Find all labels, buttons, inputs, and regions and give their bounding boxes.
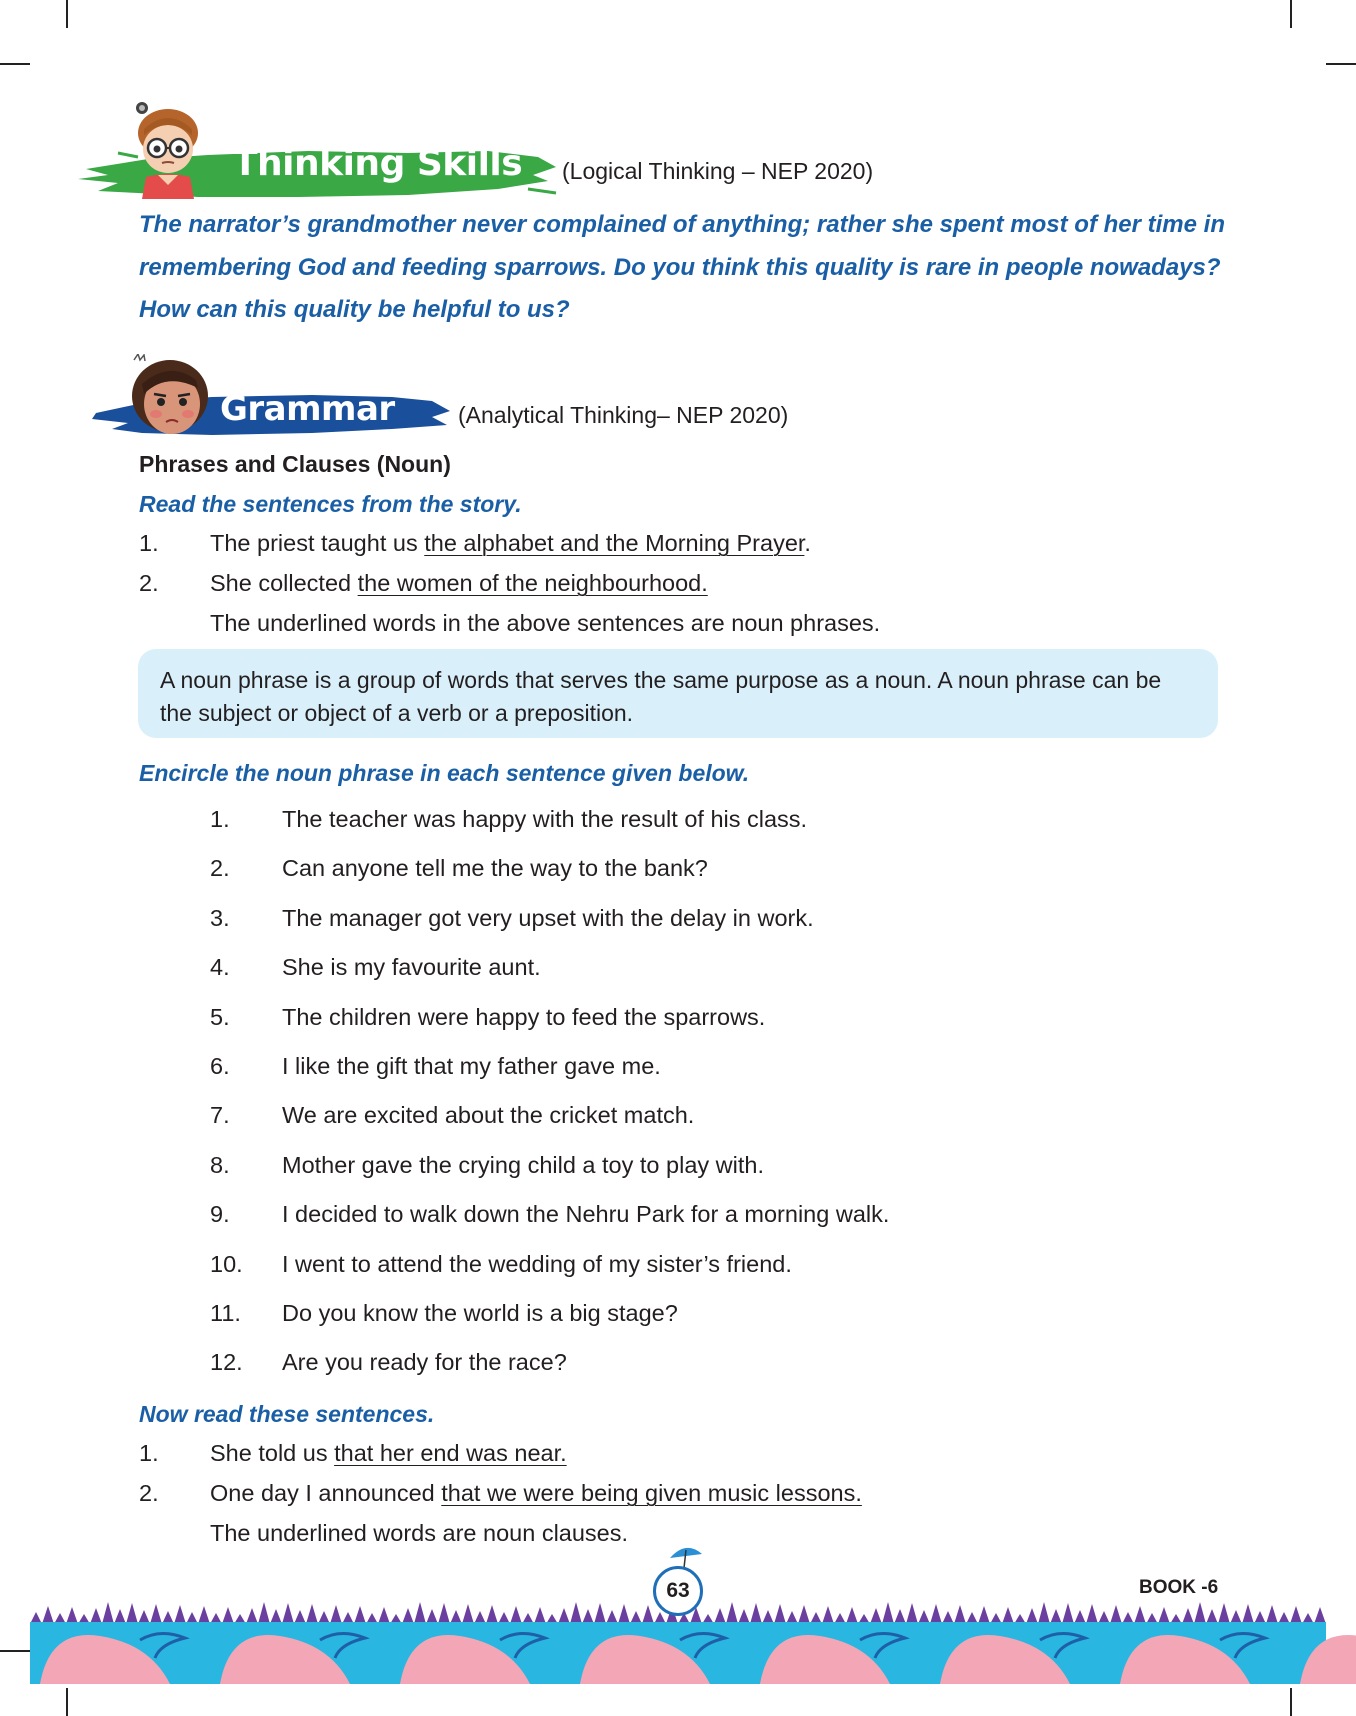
tree-shape — [846, 1607, 858, 1624]
exercise-sentence: The children were happy to feed the sparrows. — [282, 1003, 766, 1030]
tree-shape — [570, 1602, 582, 1624]
tree-shape — [558, 1608, 570, 1624]
tree-shape — [1038, 1602, 1050, 1624]
tree-shape — [1002, 1607, 1014, 1624]
tree-shape — [270, 1609, 282, 1624]
exercise-sentence: Mother gave the crying child a toy to play with. — [282, 1151, 764, 1178]
exercise-sentence: I like the gift that my father gave me. — [282, 1053, 661, 1079]
tree-shape — [1062, 1603, 1074, 1624]
tree-shape — [906, 1603, 918, 1624]
tree-shape — [90, 1608, 102, 1624]
tree-shape — [1194, 1602, 1206, 1624]
item-number: 8. — [210, 1151, 230, 1178]
grammar-title: Grammar — [220, 389, 395, 429]
tree-shape — [1134, 1606, 1146, 1624]
item-number: 2. — [139, 1480, 159, 1506]
tree-shape — [1026, 1608, 1038, 1624]
tree-shape — [438, 1603, 450, 1624]
exercise-sentence: She is my favourite aunt. — [282, 954, 541, 981]
exercise-sentence: The teacher was happy with the result of his class. — [282, 806, 808, 832]
tree-shape — [198, 1606, 210, 1624]
tree-shape — [894, 1609, 906, 1624]
tree-shape — [282, 1603, 294, 1624]
tree-shape — [1314, 1607, 1326, 1624]
clause-text: She told us that her end was near. — [210, 1440, 567, 1466]
tree-shape — [1230, 1610, 1242, 1624]
item-number: 4. — [210, 954, 230, 981]
tree-shape — [462, 1604, 474, 1624]
thinking-skills-note: (Logical Thinking – NEP 2020) — [562, 158, 874, 184]
item-number: 2. — [210, 855, 230, 882]
tree-shape — [534, 1607, 546, 1624]
example-text: The priest taught us the alphabet and the Morning Prayer. — [210, 530, 811, 556]
exercise-sentence: Can anyone tell me the way to the bank? — [282, 855, 708, 882]
exercise-sentence: Are you ready for the race? — [282, 1349, 567, 1376]
tree-shape — [1266, 1605, 1278, 1624]
underlined-clause: that her end was near. — [334, 1440, 567, 1466]
tree-shape — [726, 1602, 738, 1624]
tree-shape — [594, 1603, 606, 1624]
crop-mark — [0, 63, 30, 65]
item-number: 1. — [139, 530, 159, 556]
crop-mark — [66, 0, 68, 28]
tree-shape — [738, 1609, 750, 1624]
tree-shape — [978, 1606, 990, 1624]
underlined-clause: that we were being given music lessons. — [441, 1480, 862, 1506]
tree-shape — [582, 1609, 594, 1624]
exercise-sentence: The manager got very upset with the delay in work. — [282, 904, 814, 931]
exercise-sentence: We are excited about the cricket match. — [282, 1102, 695, 1129]
tree-shape — [642, 1605, 654, 1624]
tree-shape — [246, 1608, 258, 1624]
item-number: 11. — [210, 1300, 241, 1326]
tree-shape — [258, 1602, 270, 1624]
phrases-clauses-subheading: Phrases and Clauses (Noun) — [139, 451, 451, 477]
item-number: 3. — [210, 904, 230, 931]
item-number: 7. — [210, 1102, 230, 1129]
tree-shape — [414, 1602, 426, 1624]
tree-shape — [66, 1607, 78, 1624]
clause-text: One day I announced that we were being given music lessons. — [210, 1480, 862, 1506]
tree-shape — [150, 1604, 162, 1624]
tree-shape — [1158, 1607, 1170, 1624]
thinking-question: The narrator’s grandmother never complained of anything; rather she spent most of her time in remembering God and feeding sparrows. Do you think this quality is rare in people nowadays? How can this quality be helpful to us? — [139, 211, 1225, 323]
crop-mark — [1290, 1688, 1292, 1716]
tree-shape — [1050, 1609, 1062, 1624]
tree-shape — [330, 1605, 342, 1624]
boy-with-glasses-icon — [128, 101, 208, 199]
tree-shape — [954, 1605, 966, 1624]
grammar-note: (Analytical Thinking– NEP 2020) — [458, 402, 789, 428]
tree-shape — [606, 1610, 618, 1624]
exercise-sentence: I went to attend the wedding of my sister’s friend. — [282, 1250, 792, 1277]
grammar-header — [0, 350, 900, 450]
item-number: 6. — [210, 1053, 230, 1079]
book-label: BOOK -6 — [1139, 1577, 1219, 1598]
tree-shape — [102, 1602, 114, 1624]
item-number: 1. — [139, 1440, 159, 1466]
tree-shape — [1218, 1603, 1230, 1624]
tree-shape — [1182, 1608, 1194, 1624]
crop-mark — [1326, 63, 1356, 65]
tree-shape — [174, 1605, 186, 1624]
thinking-skills-title: Thinking Skills — [233, 143, 523, 184]
page-number: 63 — [653, 1566, 703, 1616]
tree-shape — [138, 1610, 150, 1624]
tree-shape — [222, 1607, 234, 1624]
encircle-instruction: Encircle the noun phrase in each sentence given below. — [139, 760, 750, 786]
tree-shape — [1290, 1606, 1302, 1624]
exercise-sentence: I decided to walk down the Nehru Park for a morning walk. — [282, 1201, 890, 1228]
crop-mark — [1290, 0, 1292, 28]
tree-shape — [870, 1608, 882, 1624]
now-read-instruction: Now read these sentences. — [139, 1401, 435, 1427]
exercise-sentence: Do you know the world is a big stage? — [282, 1300, 678, 1326]
tree-shape — [822, 1606, 834, 1624]
item-number: 1. — [210, 806, 230, 832]
clauses-note: The underlined words are noun clauses. — [210, 1520, 629, 1546]
tree-shape — [450, 1610, 462, 1624]
read-sentences-instruction: Read the sentences from the story. — [139, 491, 522, 517]
tree-shape — [114, 1609, 126, 1624]
tree-shape — [774, 1604, 786, 1624]
tree-shape — [378, 1607, 390, 1624]
tree-shape — [426, 1609, 438, 1624]
tree-shape — [750, 1603, 762, 1624]
tree-shape — [918, 1610, 930, 1624]
item-number: 2. — [139, 570, 159, 596]
item-number: 9. — [210, 1201, 230, 1228]
tree-shape — [930, 1604, 942, 1624]
item-number: 10. — [210, 1250, 243, 1277]
example-text: She collected the women of the neighbourhood. — [210, 570, 708, 596]
tree-shape — [42, 1606, 54, 1624]
tree-shape — [798, 1605, 810, 1624]
tree-shape — [1206, 1609, 1218, 1624]
crop-mark — [66, 1688, 68, 1716]
tree-shape — [1242, 1604, 1254, 1624]
tree-shape — [1110, 1605, 1122, 1624]
tree-shape — [510, 1606, 522, 1624]
tree-shape — [618, 1604, 630, 1624]
tree-shape — [306, 1604, 318, 1624]
tree-shape — [486, 1605, 498, 1624]
tree-shape — [126, 1603, 138, 1624]
tree-shape — [1074, 1610, 1086, 1624]
tree-shape — [1086, 1604, 1098, 1624]
underlined-phrase: the alphabet and the Morning Prayer — [424, 530, 805, 556]
tree-shape — [762, 1610, 774, 1624]
tree-shape — [882, 1602, 894, 1624]
girl-avatar-icon — [126, 354, 212, 446]
item-number: 5. — [210, 1003, 230, 1030]
thinking-skills-header — [0, 95, 900, 205]
tree-shape — [354, 1606, 366, 1624]
underlined-phrase: the women of the neighbourhood. — [357, 570, 708, 596]
examples-note: The underlined words in the above sentences are noun phrases. — [210, 610, 881, 636]
noun-phrase-definition-box: A noun phrase is a group of words that serves the same purpose as a noun. A noun phrase can be the subject or object of a verb or a preposition. — [138, 649, 1218, 738]
item-number: 12. — [210, 1349, 243, 1376]
tree-shape — [294, 1610, 306, 1624]
tree-shape — [402, 1608, 414, 1624]
tree-shape — [714, 1608, 726, 1624]
